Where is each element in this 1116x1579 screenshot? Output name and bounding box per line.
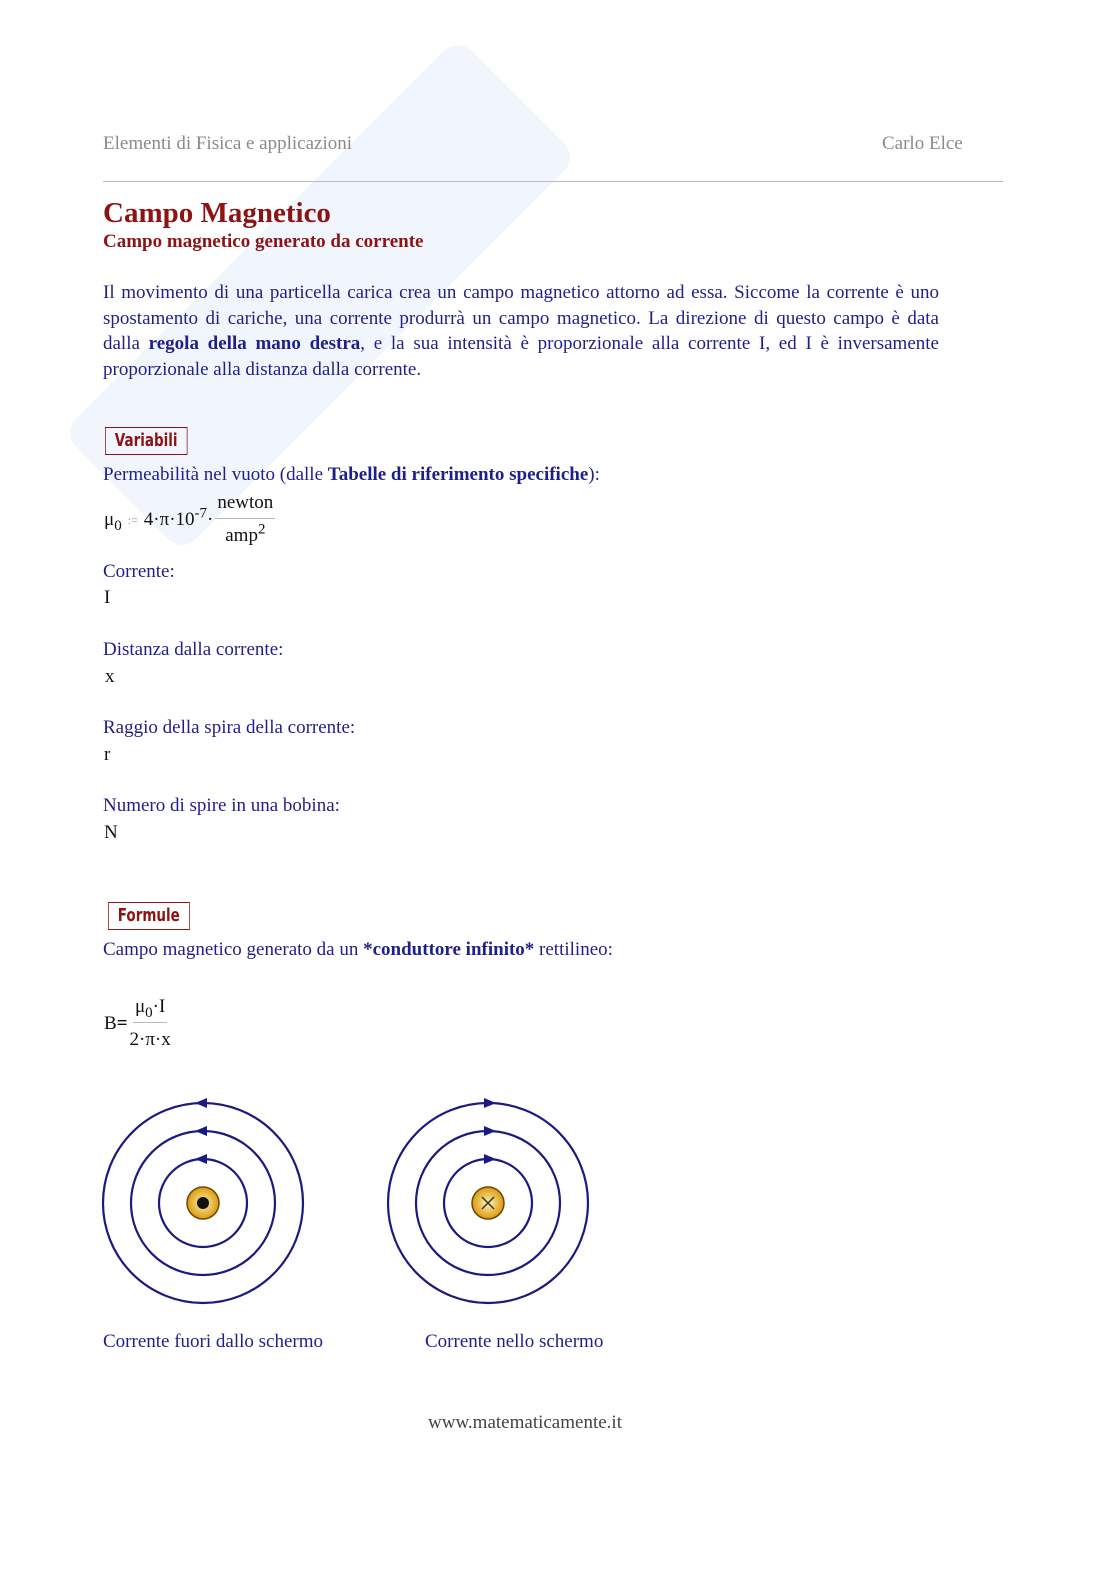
var-symbol-N: N <box>104 822 118 843</box>
page-subtitle: Campo magnetico generato da corrente <box>103 231 424 252</box>
intro-paragraph: Il movimento di una particella carica crea un campo magnetico attorno ad essa. Siccome la corrente è uno spostamento di cariche, una corrente produrrà un campo magnetico. La direzione di questo campo è data dalla regola della mano destra, e la sua intensità è proporzionale alla corrente I, ed I è inversamente proporzionale alla distanza dalla corrente. <box>103 282 939 380</box>
header-left: Elementi di Fisica e applicazioni <box>103 133 353 154</box>
permeability-label: Permeabilità nel vuoto (dalle Tabelle di riferimento specifiche): <box>103 464 600 485</box>
page-title: Campo Magnetico <box>103 197 331 229</box>
var-symbol-x: x <box>105 666 115 687</box>
variabili-tag: Variabili <box>105 427 187 455</box>
header-right: Carlo Elce <box>882 133 963 154</box>
mu0-formula: $\mu_0$ := $4\cdot\pi\cdot 10^{-7}\cdot$ $\frac{\text{newton}}{amp^2}$ <box>104 492 274 546</box>
var-label-distanza: Distanza dalla corrente: <box>103 639 284 660</box>
footer-url[interactable]: www.matematicamente.it <box>428 1412 622 1433</box>
var-symbol-r: r <box>104 744 111 765</box>
var-label-corrente: Corrente: <box>103 561 175 582</box>
magnetic-field-diagrams <box>95 1095 615 1315</box>
caption-into-screen: Corrente nello schermo <box>425 1331 604 1352</box>
header-divider <box>103 181 1003 182</box>
field-lines-out-of-screen <box>103 1098 303 1303</box>
formule-tag: Formule <box>108 902 190 930</box>
arrow-cw-icon <box>484 1098 496 1164</box>
var-label-raggio: Raggio della spira della corrente: <box>103 717 356 738</box>
var-symbol-I: I <box>104 587 111 608</box>
formula-description: Campo magnetico generato da un *conduttore infinito* rettilineo: <box>103 939 613 960</box>
field-lines-into-screen <box>388 1098 588 1303</box>
arrow-ccw-icon <box>195 1098 207 1164</box>
caption-out-of-screen: Corrente fuori dallo schermo <box>103 1331 324 1352</box>
var-label-spire: Numero di spire in una bobina: <box>103 795 340 816</box>
b-field-formula: B = $\frac{\mu_0\cdot I}{2\cdot\pi\cdot x}$ <box>104 996 171 1050</box>
